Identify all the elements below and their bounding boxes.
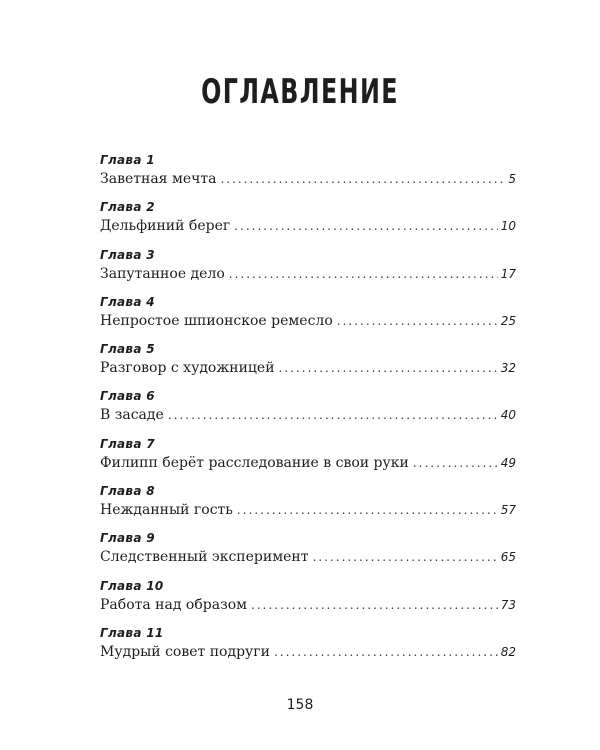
toc-row bbox=[100, 169, 516, 189]
toc-row bbox=[100, 547, 516, 567]
page-ref: 40 bbox=[500, 408, 516, 423]
toc-row bbox=[100, 264, 516, 284]
dot-leader bbox=[220, 169, 505, 189]
toc-entry-7 bbox=[100, 436, 516, 483]
chapter-label: Глава 2 bbox=[100, 200, 155, 215]
chapter-title: Следственный эксперимент bbox=[100, 549, 309, 566]
page-ref: 82 bbox=[500, 644, 516, 659]
toc-row bbox=[100, 500, 516, 520]
toc-row bbox=[100, 642, 516, 662]
dot-leader bbox=[312, 547, 497, 567]
toc-entry-9 bbox=[100, 530, 516, 577]
chapter-title: В засаде bbox=[100, 407, 164, 424]
chapter-title: Работа над образом bbox=[100, 596, 248, 613]
chapter-title: Нежданный гость bbox=[100, 502, 233, 519]
chapter-title: Непростое шпионское ремесло bbox=[100, 312, 333, 329]
chapter-label: Глава 3 bbox=[100, 247, 155, 262]
toc-row bbox=[100, 453, 516, 473]
table-of-contents bbox=[100, 152, 516, 672]
page-ref: 5 bbox=[508, 172, 516, 186]
toc-row bbox=[100, 405, 516, 425]
toc-row bbox=[100, 595, 516, 615]
dot-leader bbox=[237, 500, 498, 520]
toc-entry-5 bbox=[100, 341, 516, 388]
dot-leader bbox=[337, 311, 498, 331]
page-ref: 49 bbox=[500, 455, 516, 470]
chapter-title: Разговор с художницей bbox=[100, 360, 275, 377]
page-title: ОГЛАВЛЕНИЕ bbox=[201, 72, 399, 112]
dot-leader bbox=[251, 595, 498, 615]
toc-entry-1 bbox=[100, 152, 516, 199]
dot-leader bbox=[234, 216, 498, 236]
chapter-title: Дельфиний берег bbox=[100, 218, 231, 235]
page-ref: 25 bbox=[500, 313, 516, 328]
dot-leader bbox=[413, 453, 498, 473]
toc-row bbox=[100, 311, 516, 331]
toc-entry-4 bbox=[100, 294, 516, 341]
chapter-label: Глава 6 bbox=[100, 389, 155, 404]
page-ref: 10 bbox=[500, 219, 516, 234]
page-ref: 32 bbox=[500, 361, 516, 376]
chapter-label: Глава 9 bbox=[100, 531, 155, 546]
chapter-label: Глава 8 bbox=[100, 484, 155, 499]
chapter-label: Глава 1 bbox=[100, 153, 155, 167]
page-number: 158 bbox=[286, 697, 314, 713]
chapter-label: Глава 4 bbox=[100, 294, 155, 309]
toc-entry-8 bbox=[100, 483, 516, 530]
dot-leader bbox=[279, 358, 498, 378]
dot-leader bbox=[274, 642, 498, 662]
dot-leader bbox=[168, 405, 498, 425]
chapter-label: Глава 7 bbox=[100, 436, 155, 451]
toc-entry-11 bbox=[100, 625, 516, 672]
toc-entry-2 bbox=[100, 199, 516, 246]
page-ref: 57 bbox=[500, 503, 516, 518]
dot-leader bbox=[229, 264, 498, 284]
page-ref: 73 bbox=[500, 597, 516, 612]
page-ref: 17 bbox=[500, 266, 516, 281]
page-ref: 65 bbox=[500, 550, 516, 565]
toc-entry-3 bbox=[100, 247, 516, 294]
chapter-title: Запутанное дело bbox=[100, 265, 225, 282]
chapter-title: Мудрый совет подруги bbox=[100, 643, 270, 660]
toc-entry-10 bbox=[100, 578, 516, 625]
chapter-title: Филипп берёт расследование в свои руки bbox=[100, 454, 409, 471]
toc-row bbox=[100, 358, 516, 378]
chapter-label: Глава 5 bbox=[100, 342, 155, 357]
toc-entry-6 bbox=[100, 388, 516, 435]
chapter-label: Глава 11 bbox=[100, 625, 164, 640]
chapter-title: Заветная мечта bbox=[100, 171, 217, 187]
toc-row bbox=[100, 216, 516, 236]
chapter-label: Глава 10 bbox=[100, 578, 164, 593]
